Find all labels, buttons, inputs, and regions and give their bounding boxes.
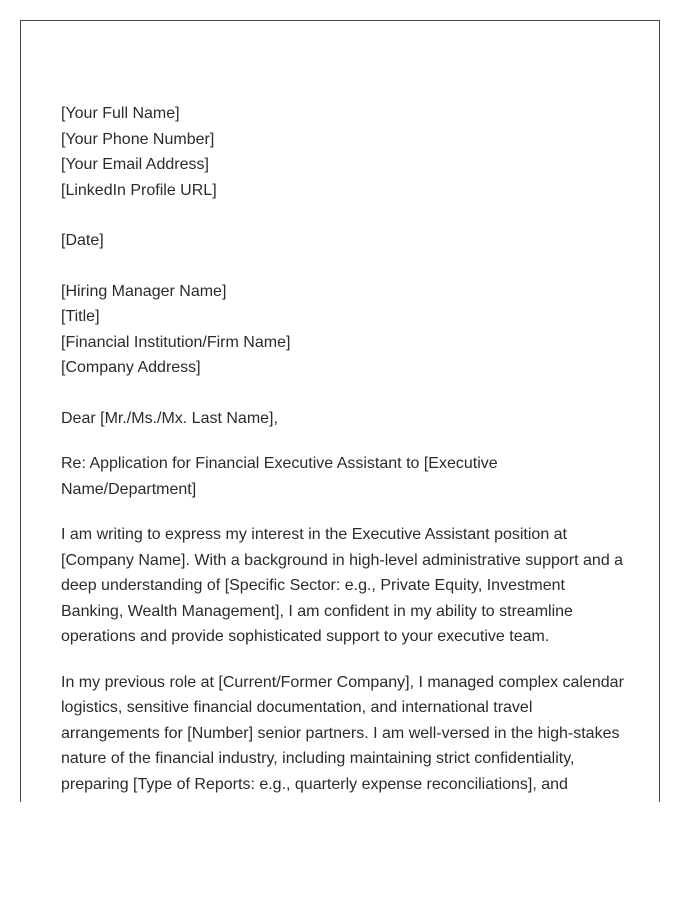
subject-line: Re: Application for Financial Executive Assistant to [Executive Name/Department] <box>61 455 498 498</box>
recipient-title: [Title] <box>61 308 100 325</box>
sender-linkedin: [LinkedIn Profile URL] <box>61 181 217 199</box>
salutation: Dear [Mr./Ms./Mx. Last Name], <box>61 409 278 427</box>
recipient-manager-name: [Hiring Manager Name] <box>61 282 227 300</box>
recipient-address: [Company Address] <box>61 359 201 376</box>
letter-page <box>20 20 660 802</box>
letter-date: [Date] <box>61 232 104 249</box>
letter-body <box>61 101 626 802</box>
sender-block <box>61 101 626 203</box>
recipient-block <box>61 279 626 381</box>
recipient-firm-name: [Financial Institution/Firm Name] <box>61 333 291 351</box>
date-block <box>61 228 626 254</box>
sender-email: [Your Email Address] <box>61 156 209 173</box>
sender-phone: [Your Phone Number] <box>61 130 215 148</box>
sender-full-name: [Your Full Name] <box>61 105 180 122</box>
body-paragraph: In my previous role at [Current/Former Company], I managed complex calendar logistics, sensitive financial documentation, and international travel arrangements for [Number] senior partners. I am well-versed in the high-stakes nature of the financial industry, including maintaining strict confidentiality, preparing [Type of Reports: e.g., quarterly expense reconciliations], and <box>61 673 624 793</box>
body-paragraph: I am writing to express my interest in the Executive Assistant position at [Company Name]. With a background in high-level administrative support and a deep understanding of [Specific Sector: e.g., Private Equity, Investment Banking, Wealth Management], I am confident in my ability to streamline operations and provide sophisticated support to your executive team. <box>61 526 624 645</box>
